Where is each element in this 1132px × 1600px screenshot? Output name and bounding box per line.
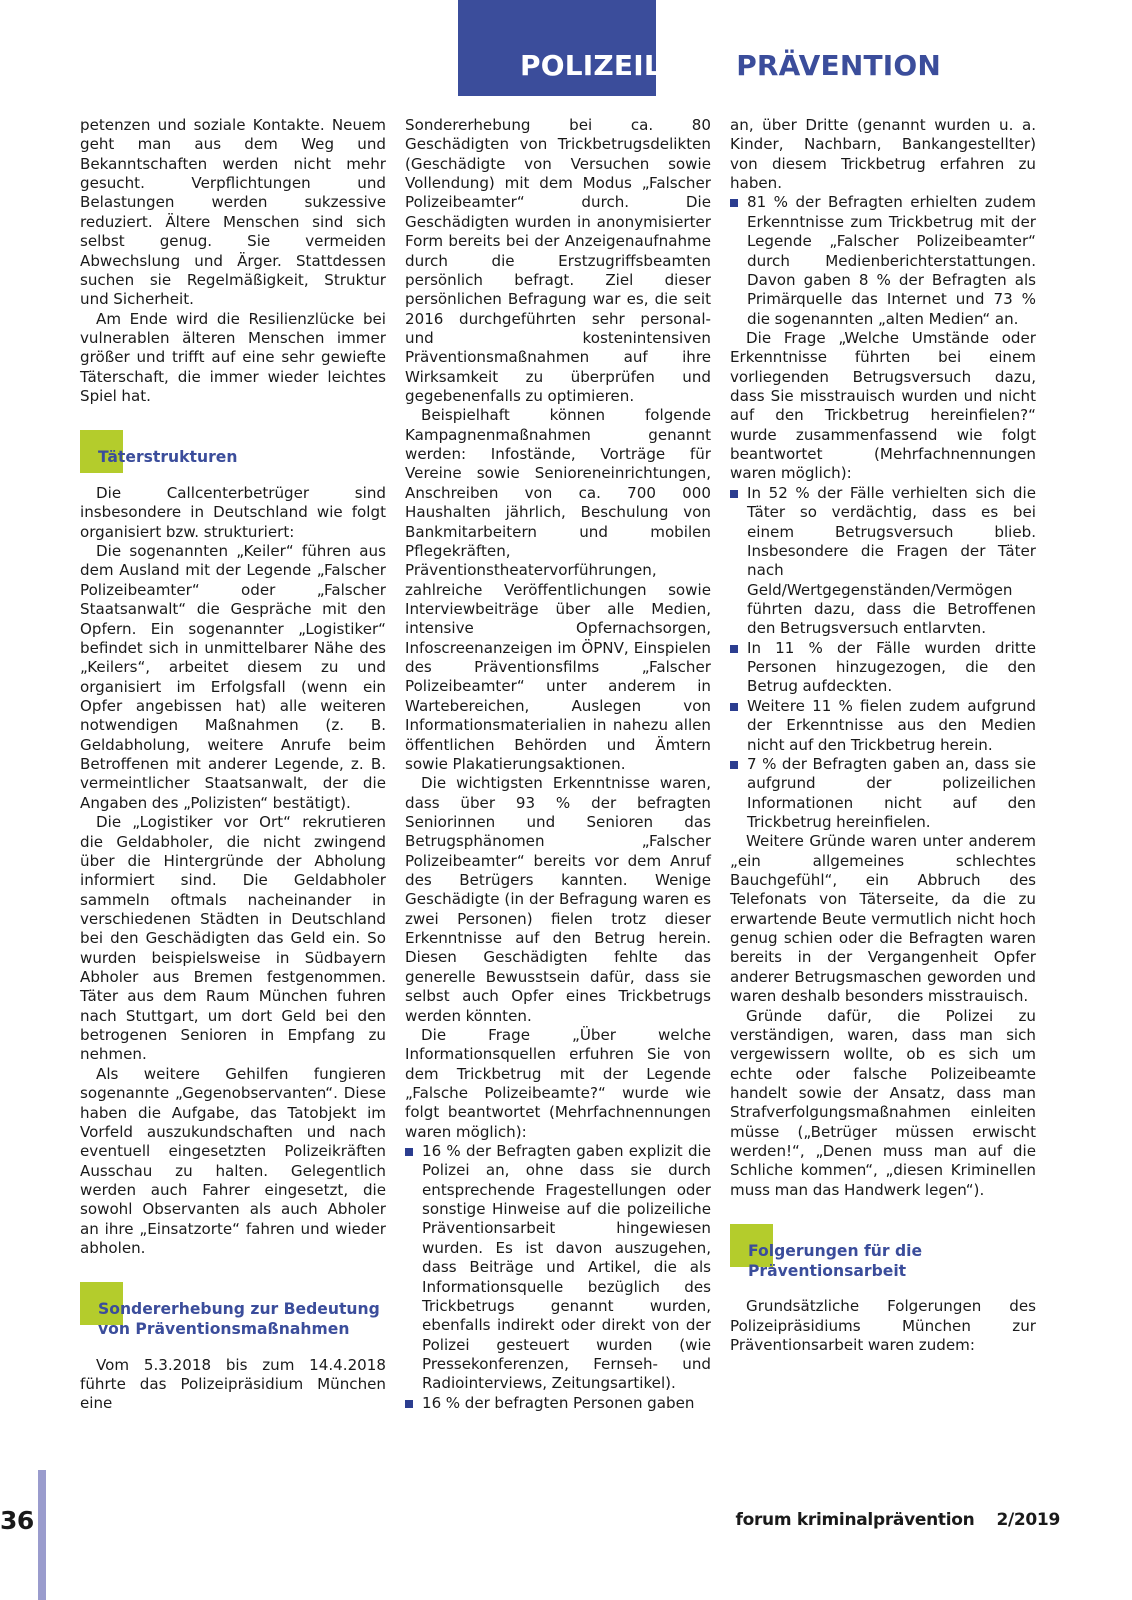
section-heading-folgerungen (730, 1224, 1036, 1281)
footer-publication-info (736, 1510, 1061, 1530)
paragraph: Sondererhebung bei ca. 80 Geschädigten von Trickbetrugsdelikten (Geschädigte von Versuchen sowie Vollendung) mit dem Modus „Falscher Polizeibeamter“ durch. Die Geschädigten wurden in anonymisierter Form bereits bei der Anzeigenaufnahme durch die Erstzugriffsbeamten persönlich befragt. Ziel dieser persönlichen Befragung war es, die seit 2016 durchgeführten sehr personal- und kostenintensiven Präventionsmaßnahmen auf ihre Wirksamkeit zu überprüfen und gegebenenfalls zu optimieren. (405, 116, 711, 406)
list-item: In 52 % der Fälle verhielten sich die Täter so verdächtig, dass es bei einem Betrugsversuch blieb. Insbesondere die Fragen der Täter nach Geld/Wertgegenständen/Vermögen führten dazu, dass die Betroffenen den Betrugsversuch entlarvten. (730, 484, 1036, 639)
paragraph: Die Callcenterbetrüger sind insbesondere in Deutschland wie folgt organisiert bzw. strukturiert: (80, 484, 386, 541)
bullet-list (405, 1142, 711, 1413)
paragraph: Gründe dafür, die Polizei zu verständigen, waren, dass man sich vergewissern wollte, ob es sich um echte oder falsche Polizeibeamte handelt sowie der Ansatz, dass man Strafverfolgungsmaßnahmen einleiten müsse („Betrüger müssen erwischt werden!“, „Denen muss man auf die Schliche kommen“, „diesen Kriminellen muss man das Handwerk legen“). (730, 1006, 1036, 1199)
list-item: 16 % der befragten Personen gaben (405, 1394, 711, 1413)
footer-vertical-rule (38, 1470, 46, 1600)
page-footer (0, 1470, 1132, 1600)
article-columns (0, 116, 1132, 1414)
paragraph: Die sogenannten „Keiler“ führen aus dem Ausland mit der Legende „Falscher Polizeibeamter“ oder „Falscher Staatsanwalt“ die Gespräche mit den Opfern. Ein sogenannter „Logistiker“ befindet sich in unmittelbarer Nähe des „Keilers“, arbeitet diesem zu und organisiert im Erfolgsfall (wenn ein Opfer angebissen hat) alle weiteren notwendigen Maßnahmen (z. B. Geldabholung, weitere Anrufe beim Betroffenen mit anderer Legende, z. B. vermeintlicher Staatsanwalt, der die Angaben des „Polizisten“ bestätigt). (80, 542, 386, 812)
section-heading-label: Täterstrukturen (98, 448, 238, 467)
list-item: 16 % der Befragten gaben explizit die Polizei an, ohne dass sie durch entsprechende Fragestellungen oder sonstige Hinweise auf die polizeiliche Präventionsarbeit hingewiesen wurden. Es ist davon auszugehen, dass Beiträge und Artikel, die als Informationsquelle bezüglich des Trickbetrugs genannt wurden, ebenfalls indirekt oder direkt von der Polizei gesteuert wurden (wie Pressekonferenzen, Fernseh- und Radiointerviews, Zeitungsartikel). (405, 1142, 711, 1394)
publication-name: forum kriminalprävention (735, 1510, 975, 1530)
section-heading-taeterstrukturen (80, 430, 386, 468)
section-heading-label-line2: Präventionsarbeit (748, 1261, 907, 1280)
page-header (0, 0, 1132, 96)
paragraph: Als weitere Gehilfen fungieren sogenannte „Gegenobservanten“. Diese haben die Aufgabe, das Tatobjekt im Vorfeld auszukundschaften und nach eventuell eingesetzten Polizeikräften Ausschau zu halten. Gelegentlich werden auch Fahrer eingesetzt, die sowohl Observanten als auch Abholer an ihre „Einsatzorte“ fahren und wieder abholen. (80, 1064, 386, 1258)
paragraph: Beispielhaft können folgende Kampagnenmaßnahmen genannt werden: Infostände, Vorträge für Vereine sowie Senioreneinrichtungen, Anschreiben von ca. 700 000 Haushalten jährlich, Beschulung von Bankmitarbeitern und mobilen Pflegekräften, Präventionstheatervorführungen, zahlreiche Veröffentlichungen sowie Interviewbeiträge über alle Medien, intensive Opfernachsorgen, Infoscreenanzeigen im ÖPNV, Einspielen des Präventionsfilms „Falscher Polizeibeamter“ unter anderem in Wartebereichen, Auslegen von Informationsmaterialien in nahezu allen öffentlichen Behörden und Ämtern sowie Plakatierungsaktionen. (405, 406, 711, 773)
page-title (458, 0, 1132, 96)
section-heading-label-line1: Sondererhebung zur Bedeutung (98, 1300, 380, 1319)
paragraph: Die Frage „Welche Umstände oder Erkenntnisse führten bei einem vorliegenden Betrugsversuch dazu, dass Sie misstrauisch wurden und nicht auf den Trickbetrug hereinfielen?“ wurde zusammenfassend wie folgt beantwortet (Mehrfachnennungen waren möglich): (730, 328, 1036, 483)
publication-issue: 2/2019 (996, 1510, 1060, 1530)
section-heading-label-line1: Folgerungen für die (748, 1242, 923, 1261)
paragraph: Vom 5.3.2018 bis zum 14.4.2018 führte das Polizeipräsidium München eine (80, 1355, 386, 1413)
list-item: 81 % der Befragten erhielten zudem Erkenntnisse zum Trickbetrug mit der Legende „Falscher Polizeibeamter“ durch Medienberichterstattungen. Davon gaben 8 % der Befragten als Primärquelle das Internet und 73 % die sogenannten „alten Medien“ an. (730, 193, 1036, 329)
paragraph: Grundsätzliche Folgerungen des Polizeipräsidiums München zur Präventionsarbeit waren zudem: (730, 1297, 1036, 1355)
page-title-part-praevention: PRÄVENTION (736, 49, 942, 82)
paragraph: Die „Logistiker vor Ort“ rekrutieren die Geldabholer, die nicht zwingend über die Hintergründe der Abholung informiert sind. Die Geldabholer sammeln oftmals nacheinander in verschiedenen Städten in Deutschland bei den Geschädigten das Geld ein. So wurden beispielsweise in Südbayern Abholer aus Bremen festgenommen. Täter aus dem Raum München fuhren nach Stuttgart, um dort Geld bei den betrogenen Senioren in Empfang zu nehmen. (80, 813, 386, 1064)
paragraph: petenzen und soziale Kontakte. Neuem geht man aus dem Weg und Bekanntschaften werden nicht mehr gesucht. Verpflichtungen und Belastungen werden sukzessive reduziert. Ältere Menschen sind sich selbst genug. Sie vermeiden Abwechslung und Ärger. Stattdessen suchen sie Regelmäßigkeit, Struktur und Sicherheit. (80, 116, 386, 309)
bullet-list-mid (730, 484, 1036, 832)
section-heading-sondererhebung (80, 1282, 386, 1339)
column-1 (80, 116, 386, 1414)
page-title-part-polizeiliche: POLIZEILICHE (520, 49, 737, 82)
section-heading-label-line2: von Präventionsmaßnahmen (98, 1320, 350, 1339)
paragraph: Die Frage „Über welche Informationsquellen erfuhren Sie von dem Trickbetrug mit der Legende „Falsche Polizeibeamte?“ wurde wie folgt beantwortet (Mehrfachnennungen waren möglich): (405, 1025, 711, 1141)
column-2 (405, 116, 711, 1414)
paragraph: Am Ende wird die Resilienzlücke bei vulnerablen älteren Menschen immer größer und trifft auf eine sehr gewiefte Täterschaft, die immer wieder leichtes Spiel hat. (80, 309, 386, 406)
column-3 (730, 116, 1036, 1414)
list-item: 7 % der Befragten gaben an, dass sie aufgrund der polizeilichen Informationen nicht auf den Trickbetrug hereinfielen. (730, 755, 1036, 832)
page-number: 36 (0, 1506, 34, 1535)
list-item: In 11 % der Fälle wurden dritte Personen hinzugezogen, die den Betrug aufdeckten. (730, 639, 1036, 697)
list-item: Weitere 11 % fielen zudem aufgrund der Erkenntnisse aus den Medien nicht auf den Trickbetrug herein. (730, 697, 1036, 755)
bullet-list-top (730, 193, 1036, 329)
paragraph: Weitere Gründe waren unter anderem „ein allgemeines schlechtes Bauchgefühl“, ein Abbruch des Telefonats von Täterseite, da die zu erwartende Beute vermutlich nicht hoch genug schien oder die Befragten waren bereits in der Vergangenheit Opfer anderer Betrugsmaschen geworden und waren deshalb besonders misstrauisch. (730, 832, 1036, 1006)
paragraph: an, über Dritte (genannt wurden u. a. Kinder, Nachbarn, Bankangestellter) von diesem Trickbetrug erfahren zu haben. (730, 116, 1036, 193)
paragraph: Die wichtigsten Erkenntnisse waren, dass über 93 % der befragten Seniorinnen und Senioren das Betrugsphänomen „Falscher Polizeibeamter“ bereits vor dem Anruf des Betrügers kannten. Wenige Geschädigte (in der Befragung waren es zwei Personen) fielen trotz dieser Erkenntnisse auf den Betrug herein. Diesen Geschädigten fehlte das generelle Bewusstsein dafür, dass sie selbst auch Opfer eines Trickbetrugs werden könnten. (405, 774, 711, 1025)
